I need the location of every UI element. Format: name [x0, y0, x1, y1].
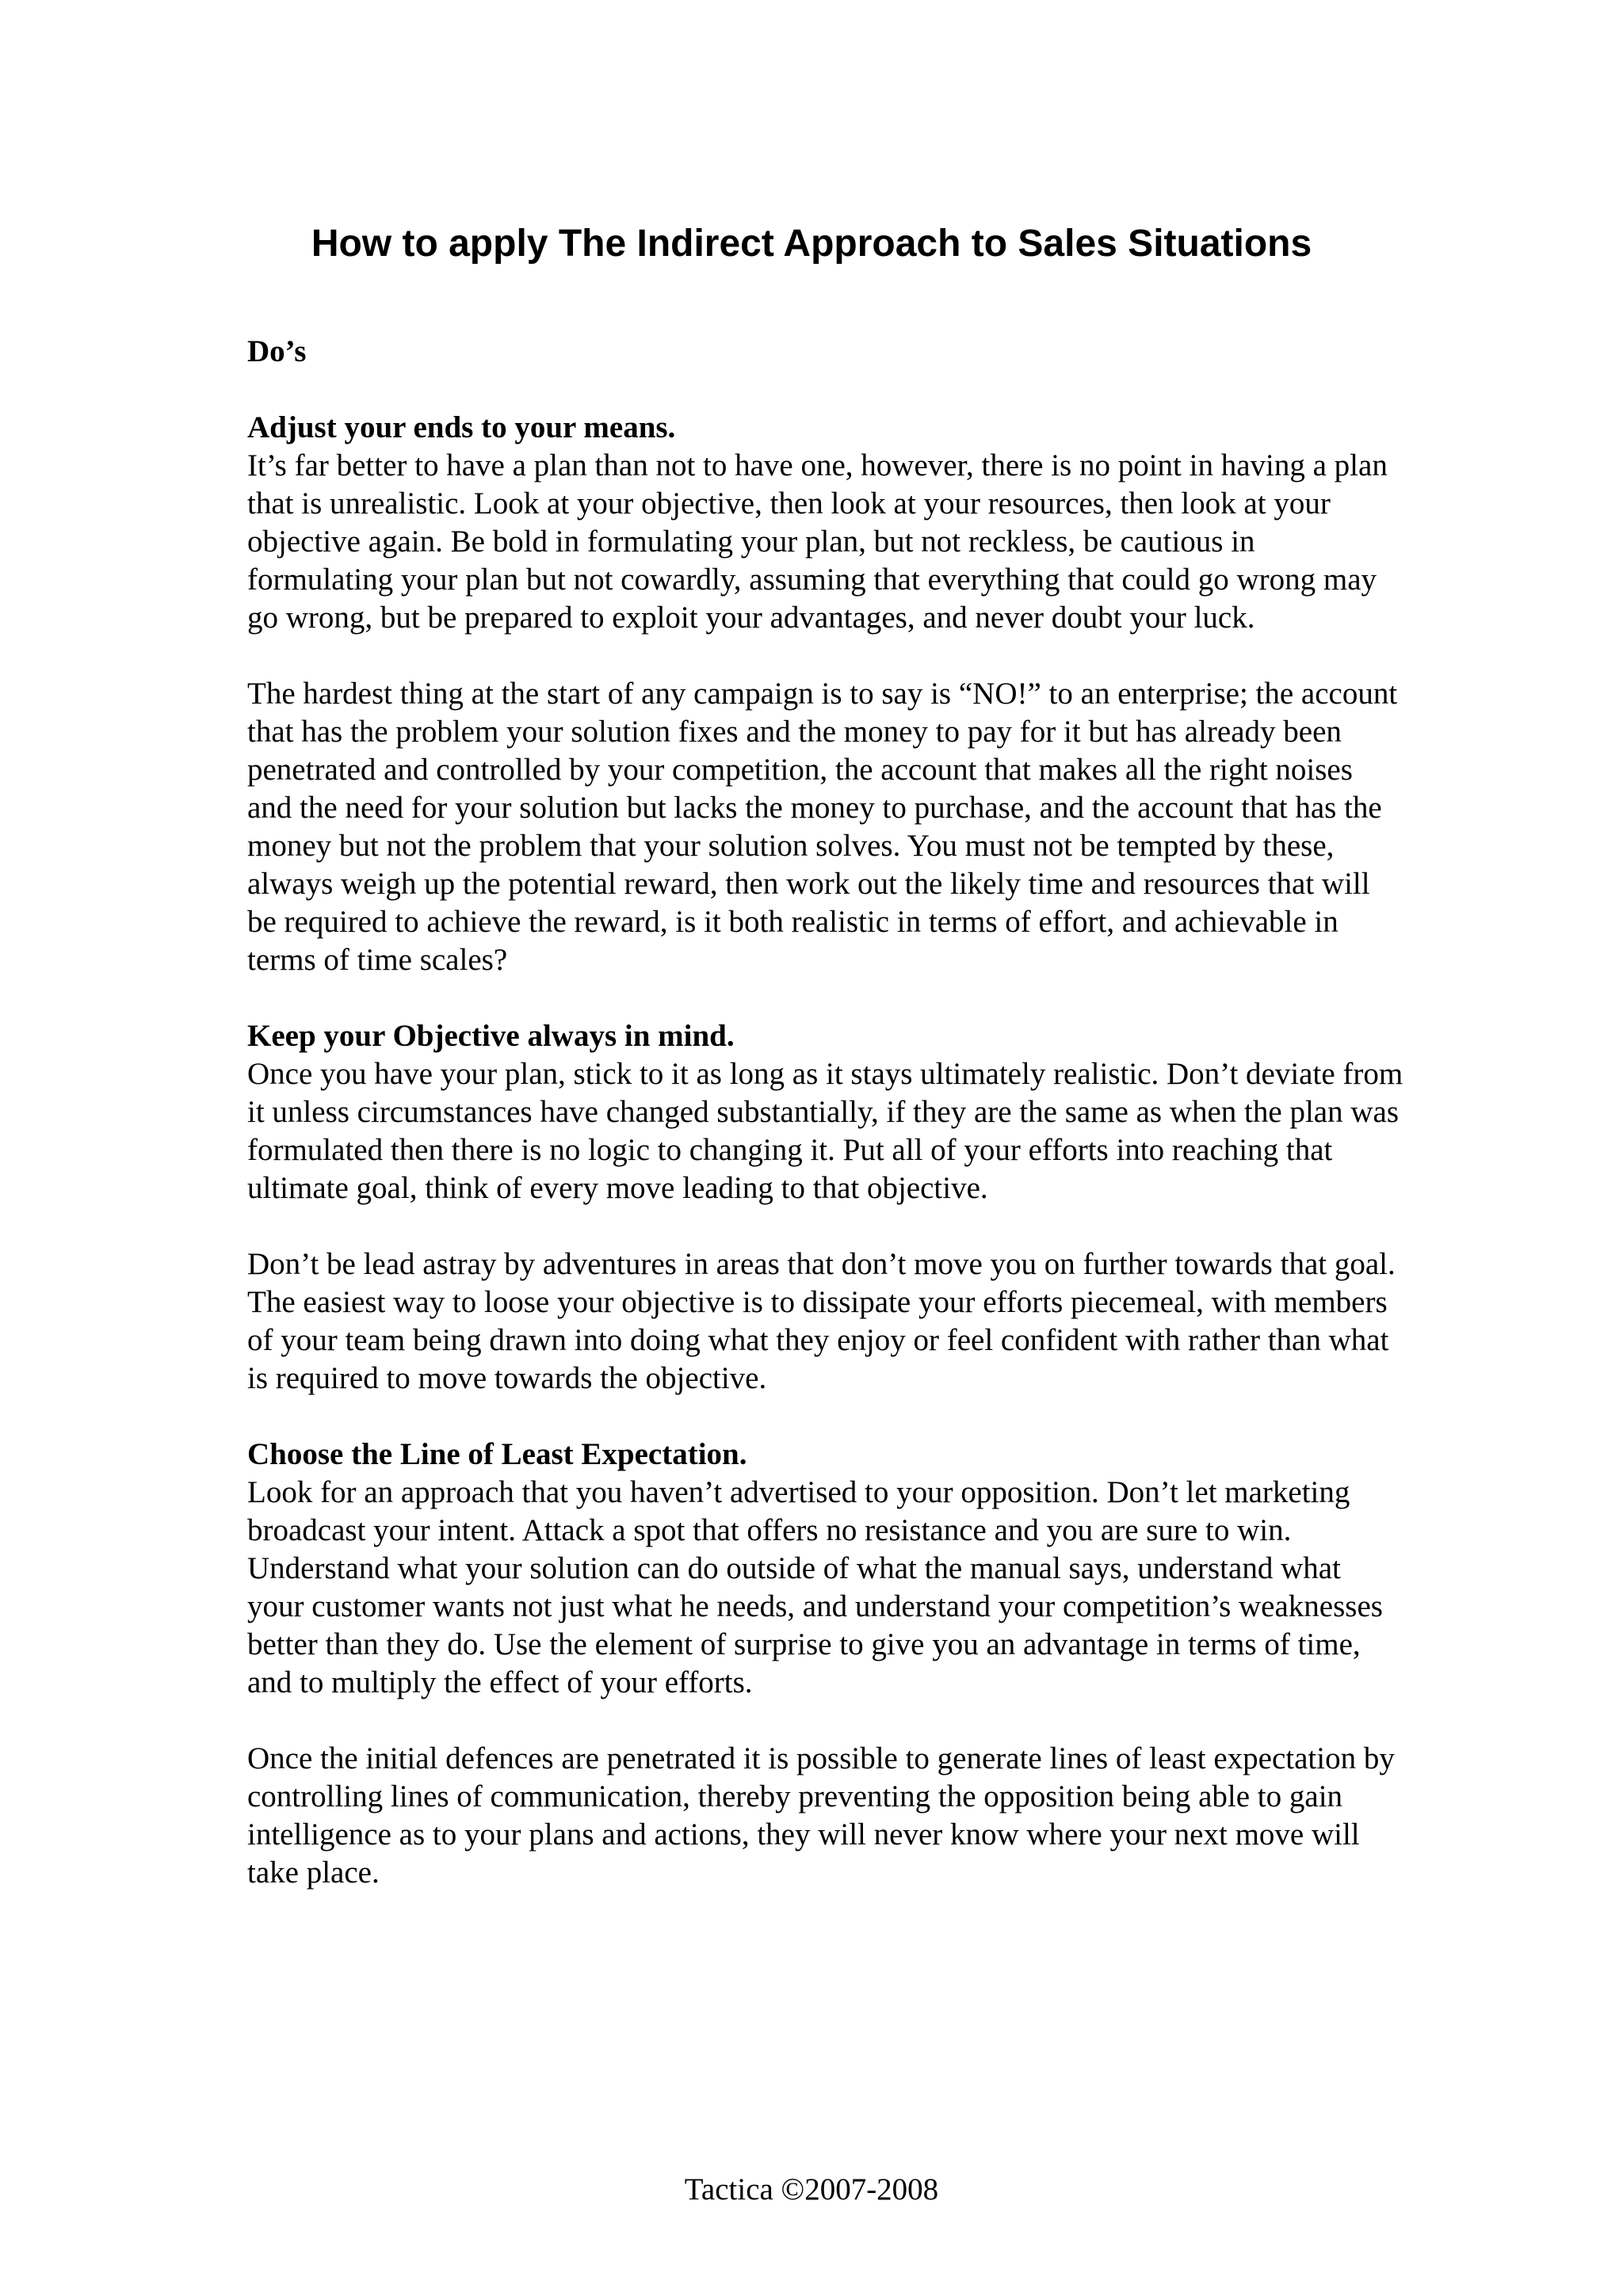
page-footer: Tactica ©2007-2008: [684, 2172, 939, 2206]
paragraph: Don’t be lead astray by adventures in areas that don’t move you on further towards that goal. The easiest way to loose your objective is to dissipate your efforts piecemeal, with members of your team being drawn into doing what they enjoy or feel confident with rather than what is required to move towards the objective.: [247, 1247, 1396, 1395]
paragraph: Look for an approach that you haven’t advertised to your opposition. Don’t let marketing broadcast your intent. Attack a spot that offers no resistance and you are sure to win. Understand what your solution can do outside of what the manual says, understand what your customer wants not just what he needs, and understand your competition’s weaknesses better than they do. Use the element of surprise to give you an advantage in terms of time, and to multiply the effect of your efforts.: [247, 1475, 1383, 1699]
page-title: How to apply The Indirect Approach to Sales Situations: [311, 223, 1312, 265]
paragraph: It’s far better to have a plan than not to have one, however, there is no point in having a plan that is unrealistic. Look at your objective, then look at your resources, then look at your objective again. Be bold in formulating your plan, but not reckless, be cautious in formulating your plan but not cowardly, assuming that everything that could go wrong may go wrong, but be prepared to exploit your advantages, and never doubt your luck.: [247, 448, 1388, 635]
section-adjust-ends: [247, 409, 1404, 979]
paragraph: Once the initial defences are penetrated it is possible to generate lines of least expectation by controlling lines of communication, thereby preventing the opposition being able to gain intelligence as to your plans and actions, they will never know where your next move will take place.: [247, 1741, 1395, 1890]
paragraph: Once you have your plan, stick to it as long as it stays ultimately realistic. Don’t deviate from it unless circumstances have changed substantially, if they are the same as when the plan was formulated then there is no logic to changing it. Put all of your efforts into reaching that ultimate goal, think of every move leading to that objective.: [247, 1057, 1403, 1205]
section-heading: Keep your Objective always in mind.: [247, 1019, 735, 1053]
section-least-expectation: [247, 1436, 1404, 1892]
section-keep-objective: [247, 1017, 1404, 1398]
document-body: [247, 333, 1404, 1930]
paragraph: The hardest thing at the start of any campaign is to say is “NO!” to an enterprise; the account that has the problem your solution fixes and the money to pay for it but has already been penetrated and controlled by your competition, the account that makes all the right noises and the need for your solution but lacks the money to purchase, and the account that has the money but not the problem that your solution solves. You must not be tempted by these, always weigh up the potential reward, then work out the likely time and resources that will be required to achieve the reward, is it both realistic in terms of effort, and achievable in terms of time scales?: [247, 677, 1398, 977]
section-heading: Adjust your ends to your means.: [247, 410, 676, 444]
section-label: Do’s: [247, 334, 307, 368]
section-heading: Choose the Line of Least Expectation.: [247, 1437, 747, 1471]
